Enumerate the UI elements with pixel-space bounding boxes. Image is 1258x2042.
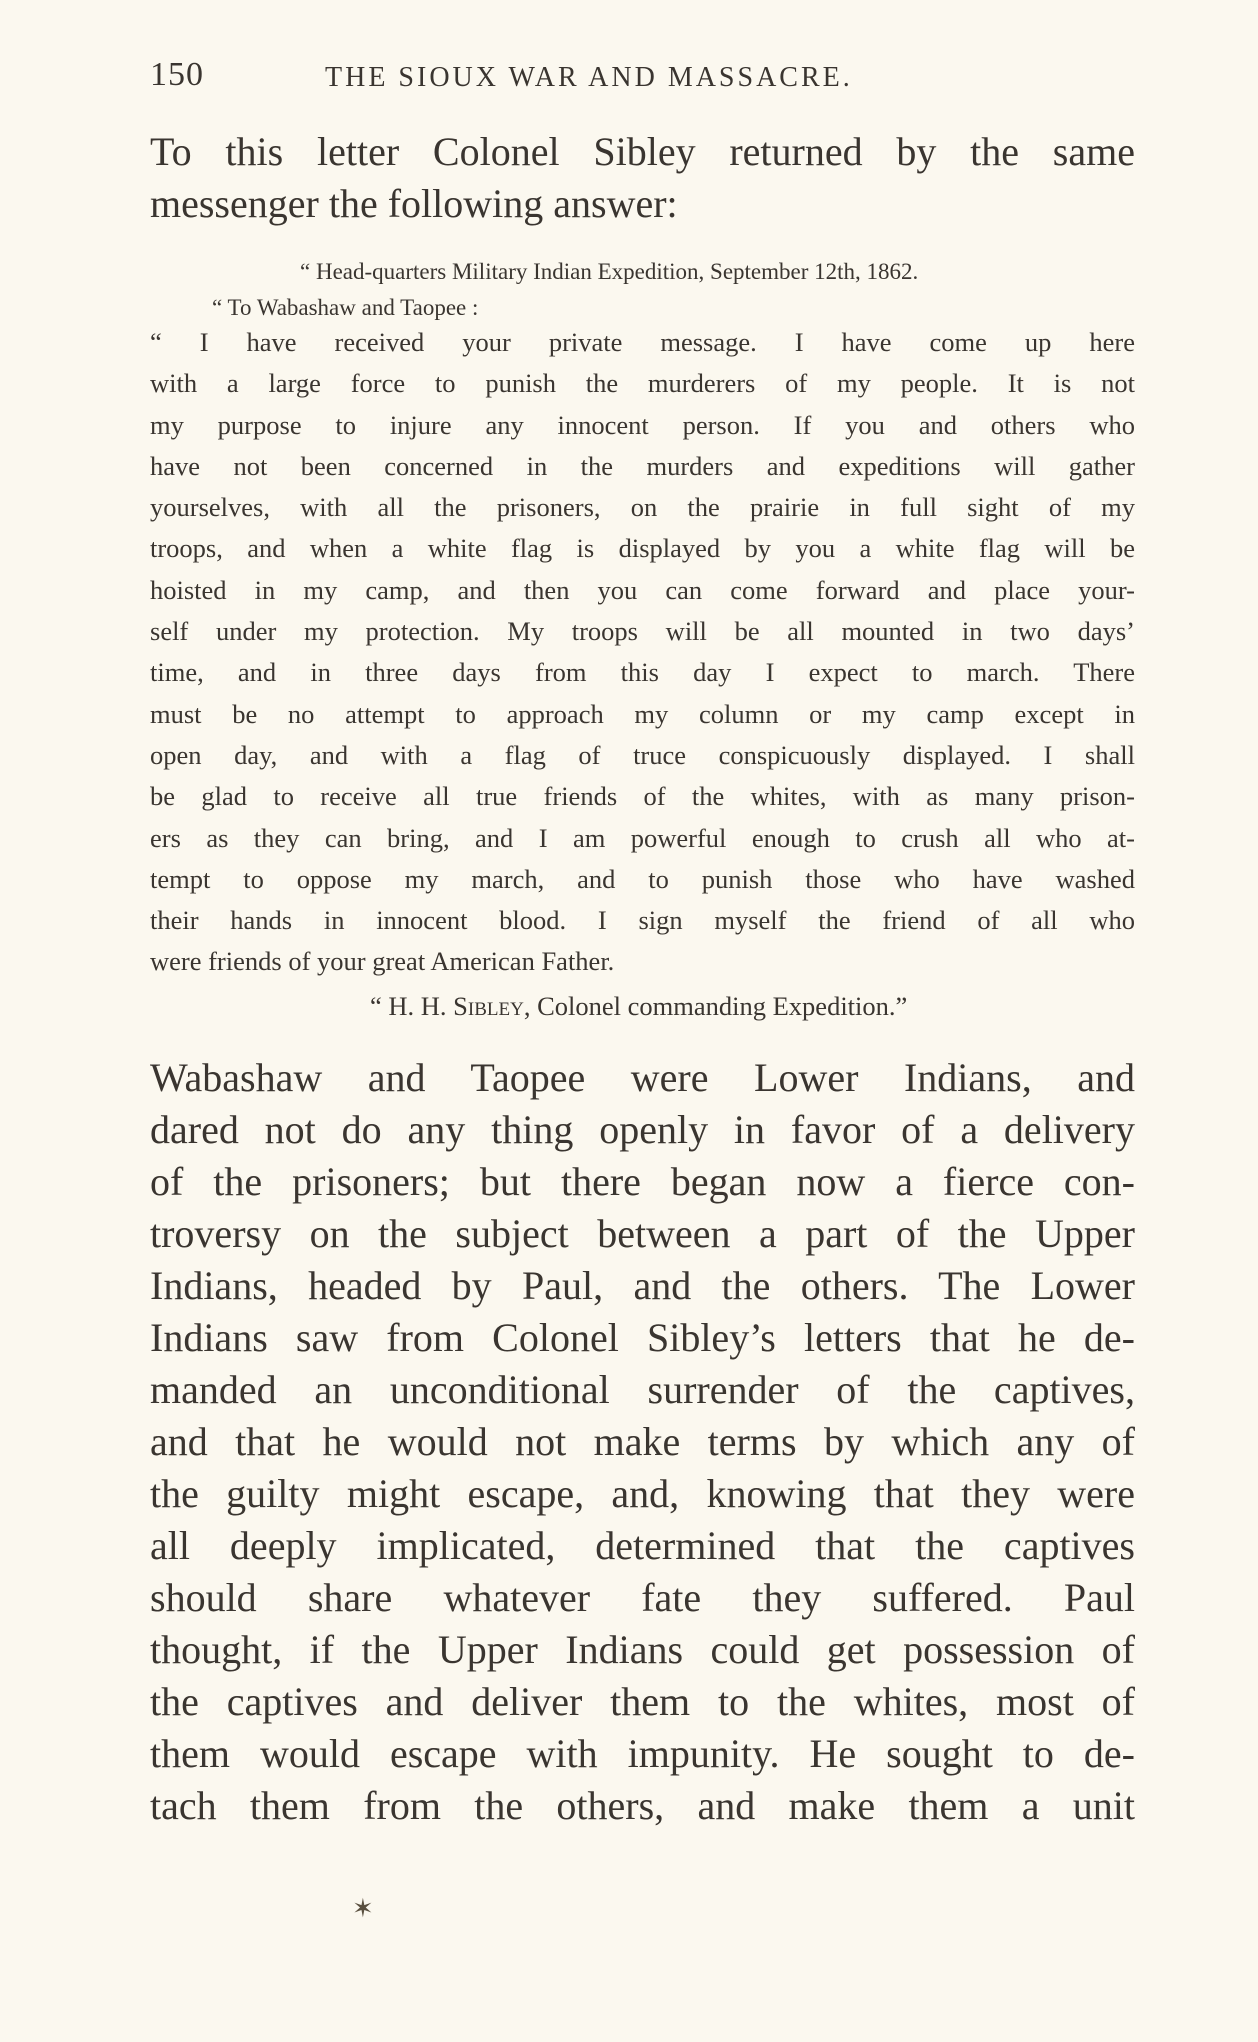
letter-heading: [150, 256, 1135, 288]
narrative-paragraph: [150, 1052, 1135, 1832]
salutation-line: “ To Wabashaw and Taopee :: [212, 295, 479, 320]
text-line: messenger the following answer:: [150, 181, 678, 226]
letter-line: be glad to receive all true friends of the whites, with as many prison-: [150, 781, 1135, 812]
text-line: should share whatever fate they suffered. Paul: [150, 1575, 1135, 1620]
letter-line: with a large force to punish the murderers of my people. It is not: [150, 368, 1135, 399]
text-line: Indians saw from Colonel Sibley’s letters that he de-: [150, 1315, 1135, 1360]
letter-line: time, and in three days from this day I expect to march. There: [150, 657, 1135, 688]
text-line: Wabashaw and Taopee were Lower Indians, and: [150, 1055, 1135, 1100]
letter-line: troops, and when a white flag is displayed by you a white flag will be: [150, 533, 1135, 564]
text-line: them would escape with impunity. He sought to de-: [150, 1731, 1135, 1776]
text-line: manded an unconditional surrender of the captives,: [150, 1367, 1135, 1412]
letter-line: ers as they can bring, and I am powerful enough to crush all who at-: [150, 822, 1135, 853]
letter-salutation: [150, 292, 1135, 324]
signature-name: Sibley: [453, 991, 524, 1021]
signature-line: [370, 986, 907, 1027]
text-line: all deeply implicated, determined that the captives: [150, 1523, 1135, 1568]
text-line: To this letter Colonel Sibley returned by the same: [150, 129, 1135, 174]
intro-paragraph: [150, 126, 1135, 230]
letter-signature: [150, 986, 1135, 1028]
running-header: [150, 56, 1100, 106]
printer-mark-ornament: ✶: [352, 1894, 374, 1923]
running-title: THE SIOUX WAR AND MASSACRE.: [325, 62, 853, 93]
letter-date-line: “ Head-quarters Military Indian Expedition, September 12th, 1862.: [300, 259, 919, 284]
letter-body: [150, 322, 1135, 983]
letter-line: their hands in innocent blood. I sign myself the friend of all who: [150, 905, 1135, 936]
letter-line: hoisted in my camp, and then you can come forward and place your-: [150, 574, 1135, 605]
text-line: and that he would not make terms by which any of: [150, 1419, 1135, 1464]
letter-line: tempt to oppose my march, and to punish those who have washed: [150, 863, 1135, 894]
text-line: tach them from the others, and make them a unit: [150, 1783, 1135, 1828]
letter-line: have not been concerned in the murders and expeditions will gather: [150, 450, 1135, 481]
text-line: thought, if the Upper Indians could get possession of: [150, 1627, 1135, 1672]
letter-line: yourselves, with all the prisoners, on the prairie in full sight of my: [150, 492, 1135, 523]
text-line: Indians, headed by Paul, and the others. The Lower: [150, 1263, 1135, 1308]
signature-prefix: “ H. H.: [370, 991, 454, 1021]
page-number: 150: [150, 56, 204, 93]
letter-line: were friends of your great American Father.: [150, 946, 615, 977]
signature-title: , Colonel commanding Expedition.”: [523, 991, 908, 1021]
letter-line: “ I have received your private message. I have come up here: [150, 327, 1135, 357]
letter-line: must be no attempt to approach my column or my camp except in: [150, 698, 1135, 729]
text-line: the guilty might escape, and, knowing that they were: [150, 1471, 1135, 1516]
text-line: troversy on the subject between a part of the Upper: [150, 1211, 1135, 1256]
letter-line: self under my protection. My troops will be all mounted in two days’: [150, 616, 1135, 647]
letter-line: open day, and with a flag of truce conspicuously displayed. I shall: [150, 739, 1135, 770]
text-line: dared not do any thing openly in favor of a delivery: [150, 1107, 1135, 1152]
text-line: the captives and deliver them to the whites, most of: [150, 1679, 1135, 1724]
text-line: of the prisoners; but there began now a fierce con-: [150, 1159, 1135, 1204]
letter-line: my purpose to injure any innocent person. If you and others who: [150, 409, 1135, 440]
